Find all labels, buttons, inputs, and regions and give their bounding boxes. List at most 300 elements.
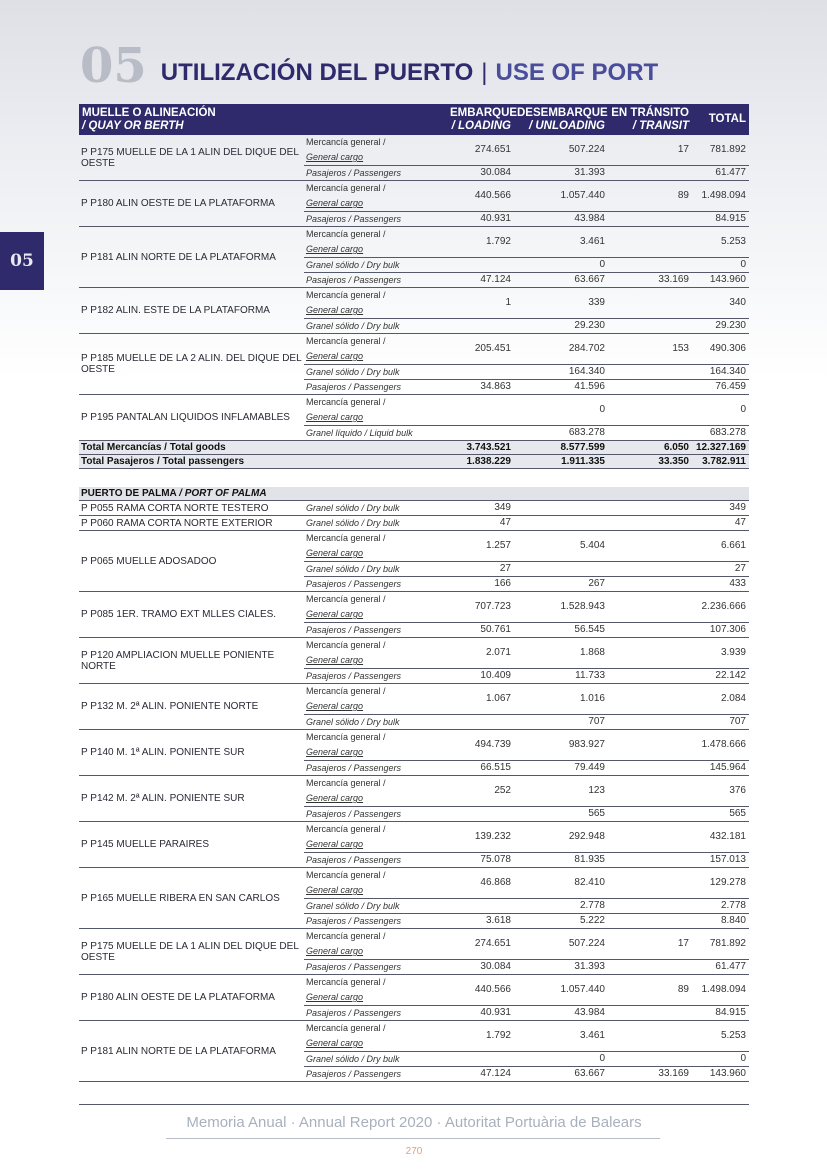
totals-unloading: 1.911.335 <box>514 455 608 469</box>
row-category <box>304 577 447 592</box>
loading-value <box>447 365 514 380</box>
table-row <box>79 730 749 761</box>
transit-value <box>608 501 692 516</box>
berth-name: P P142 M. 2ª ALIN. PONIENTE SUR <box>79 776 304 822</box>
transit-value <box>608 258 692 273</box>
category-label: Pasajeros / Passengers <box>306 962 402 972</box>
total-value: 3.939 <box>692 638 749 669</box>
row-category <box>304 960 447 975</box>
total-value: 157.013 <box>692 853 749 868</box>
row-category <box>304 822 447 853</box>
row-category <box>304 1021 447 1052</box>
total-value: 84.915 <box>692 1006 749 1021</box>
row-category <box>304 868 447 899</box>
loading-value: 47 <box>447 516 514 531</box>
unloading-value: 43.984 <box>514 212 608 227</box>
page-title-es: UTILIZACIÓN DEL PUERTO <box>160 59 474 86</box>
loading-value: 494.739 <box>447 730 514 761</box>
unloading-value: 565 <box>514 807 608 822</box>
total-value: 5.253 <box>692 227 749 258</box>
table-row <box>79 135 749 166</box>
transit-value <box>608 730 692 761</box>
loading-value: 3.618 <box>447 914 514 929</box>
row-category <box>304 319 447 334</box>
unloading-value: 5.222 <box>514 914 608 929</box>
berth-name: P P060 RAMA CORTA NORTE EXTERIOR <box>79 516 304 531</box>
category-label: Pasajeros / Passengers <box>306 275 402 285</box>
unloading-value: 507.224 <box>514 135 608 166</box>
unloading-value: 707 <box>514 715 608 730</box>
total-value: 781.892 <box>692 929 749 960</box>
header-unloading <box>514 104 608 135</box>
transit-value: 17 <box>608 135 692 166</box>
footer-rule <box>166 1138 660 1139</box>
chapter-number: 05 <box>80 38 147 94</box>
total-value: 1.498.094 <box>692 181 749 212</box>
total-value: 143.960 <box>692 273 749 288</box>
row-category <box>304 258 447 273</box>
table-row <box>79 1021 749 1052</box>
berth-name: P P065 MUELLE ADOSADOO <box>79 531 304 592</box>
total-value: 0 <box>692 1052 749 1067</box>
row-category <box>304 516 447 531</box>
category-line-2: General cargo <box>306 885 364 895</box>
row-category <box>304 853 447 868</box>
total-value: 781.892 <box>692 135 749 166</box>
loading-value: 707.723 <box>447 592 514 623</box>
loading-value <box>447 426 514 441</box>
header-berth-es: MUELLE O ALINEACIÓN <box>82 106 216 119</box>
category-line-1: Mercancía general / <box>306 336 386 346</box>
transit-value <box>608 426 692 441</box>
loading-value: 1.792 <box>447 1021 514 1052</box>
category-line-2: General cargo <box>306 609 364 619</box>
transit-value <box>608 227 692 258</box>
transit-value <box>608 853 692 868</box>
category-line-2: General cargo <box>306 412 364 422</box>
table-row <box>79 395 749 426</box>
total-value: 6.661 <box>692 531 749 562</box>
category-label: Granel líquido / Liquid bulk <box>306 428 413 438</box>
transit-value <box>608 166 692 181</box>
row-category <box>304 638 447 669</box>
header-transit <box>608 104 692 135</box>
category-label: Granel sólido / Dry bulk <box>306 321 400 331</box>
unloading-value: 284.702 <box>514 334 608 365</box>
unloading-value: 43.984 <box>514 1006 608 1021</box>
unloading-value: 1.016 <box>514 684 608 715</box>
total-value: 47 <box>692 516 749 531</box>
row-category <box>304 365 447 380</box>
category-line-1: Mercancía general / <box>306 931 386 941</box>
berth-name: P P180 ALIN OESTE DE LA PLATAFORMA <box>79 181 304 227</box>
page-number: 270 <box>405 1146 423 1157</box>
unloading-value: 507.224 <box>514 929 608 960</box>
total-value: 1.478.666 <box>692 730 749 761</box>
row-category <box>304 1067 447 1082</box>
berth-name: P P145 MUELLE PARAIRES <box>79 822 304 868</box>
section-title-en: / PORT OF PALMA <box>179 487 267 499</box>
total-value: 164.340 <box>692 365 749 380</box>
transit-value <box>608 577 692 592</box>
loading-value: 274.651 <box>447 135 514 166</box>
total-value: 2.084 <box>692 684 749 715</box>
totals-transit: 6.050 <box>608 441 692 455</box>
transit-value <box>608 1006 692 1021</box>
category-line-2: General cargo <box>306 305 364 315</box>
transit-value <box>608 1052 692 1067</box>
berth-name: P P195 PANTALAN LIQUIDOS INFLAMABLES <box>79 395 304 441</box>
table-row <box>79 684 749 715</box>
transit-value <box>608 212 692 227</box>
table-row <box>79 516 749 531</box>
berth-name: P P181 ALIN NORTE DE LA PLATAFORMA <box>79 227 304 288</box>
loading-value: 27 <box>447 562 514 577</box>
row-category <box>304 761 447 776</box>
category-line-2: General cargo <box>306 747 364 757</box>
totals-loading: 3.743.521 <box>447 441 514 455</box>
unloading-value: 0 <box>514 258 608 273</box>
category-label: Granel sólido / Dry bulk <box>306 503 400 513</box>
row-category <box>304 929 447 960</box>
category-line-2: General cargo <box>306 992 364 1002</box>
unloading-value: 1.057.440 <box>514 975 608 1006</box>
totals-label: Total Mercancías / Total goods <box>79 441 447 455</box>
unloading-value: 164.340 <box>514 365 608 380</box>
loading-value: 75.078 <box>447 853 514 868</box>
chapter-side-tab: 05 <box>0 232 44 290</box>
row-category <box>304 562 447 577</box>
loading-value: 1 <box>447 288 514 319</box>
loading-value: 252 <box>447 776 514 807</box>
header-transit-en: / TRANSIT <box>632 119 689 132</box>
berth-name: P P180 ALIN OESTE DE LA PLATAFORMA <box>79 975 304 1021</box>
totals-row <box>79 455 749 469</box>
header-unloading-es: DESEMBARQUE <box>517 106 608 119</box>
section-title <box>79 487 749 501</box>
header-unloading-en: / UNLOADING <box>528 119 605 132</box>
section-row <box>79 487 749 501</box>
loading-value <box>447 899 514 914</box>
total-value: 107.306 <box>692 623 749 638</box>
table-row <box>79 776 749 807</box>
header-transit-es: EN TRÁNSITO <box>611 106 689 119</box>
category-label: Pasajeros / Passengers <box>306 579 402 589</box>
unloading-value: 11.733 <box>514 669 608 684</box>
row-category <box>304 730 447 761</box>
loading-value: 10.409 <box>447 669 514 684</box>
unloading-value: 3.461 <box>514 1021 608 1052</box>
row-category <box>304 288 447 319</box>
category-line-1: Mercancía general / <box>306 397 386 407</box>
row-category <box>304 135 447 166</box>
category-line-2: General cargo <box>306 655 364 665</box>
loading-value: 40.931 <box>447 212 514 227</box>
transit-value <box>608 807 692 822</box>
unloading-value: 81.935 <box>514 853 608 868</box>
transit-value <box>608 715 692 730</box>
loading-value: 1.067 <box>447 684 514 715</box>
total-value: 61.477 <box>692 960 749 975</box>
category-line-2: General cargo <box>306 244 364 254</box>
unloading-value: 2.778 <box>514 899 608 914</box>
totals-row <box>79 441 749 455</box>
category-line-1: Mercancía general / <box>306 290 386 300</box>
table-row <box>79 227 749 258</box>
total-value: 29.230 <box>692 319 749 334</box>
category-line-1: Mercancía general / <box>306 229 386 239</box>
total-value: 2.236.666 <box>692 592 749 623</box>
transit-value <box>608 623 692 638</box>
category-label: Granel sólido / Dry bulk <box>306 260 400 270</box>
total-value: 2.778 <box>692 899 749 914</box>
total-value: 340 <box>692 288 749 319</box>
transit-value <box>608 562 692 577</box>
row-category <box>304 592 447 623</box>
totals-total: 3.782.911 <box>692 455 749 469</box>
category-label: Granel sólido / Dry bulk <box>306 518 400 528</box>
row-category <box>304 975 447 1006</box>
category-line-1: Mercancía general / <box>306 732 386 742</box>
category-label: Pasajeros / Passengers <box>306 1008 402 1018</box>
loading-value: 47.124 <box>447 273 514 288</box>
unloading-value <box>514 516 608 531</box>
unloading-value <box>514 501 608 516</box>
unloading-value: 5.404 <box>514 531 608 562</box>
table-row <box>79 501 749 516</box>
total-value: 76.459 <box>692 380 749 395</box>
transit-value <box>608 776 692 807</box>
category-line-2: General cargo <box>306 793 364 803</box>
header-loading <box>447 104 518 135</box>
totals-loading: 1.838.229 <box>447 455 514 469</box>
total-value: 8.840 <box>692 914 749 929</box>
transit-value <box>608 899 692 914</box>
totals-unloading: 8.577.599 <box>514 441 608 455</box>
loading-value: 30.084 <box>447 960 514 975</box>
table-row <box>79 822 749 853</box>
loading-value: 205.451 <box>447 334 514 365</box>
title-separator: | <box>481 59 488 86</box>
unloading-value: 82.410 <box>514 868 608 899</box>
loading-value <box>447 715 514 730</box>
header-berth <box>79 104 447 135</box>
transit-value: 33.169 <box>608 273 692 288</box>
unloading-value: 1.528.943 <box>514 592 608 623</box>
transit-value <box>608 380 692 395</box>
total-value: 5.253 <box>692 1021 749 1052</box>
category-label: Granel sólido / Dry bulk <box>306 564 400 574</box>
total-value: 1.498.094 <box>692 975 749 1006</box>
category-line-2: General cargo <box>306 152 364 162</box>
total-value: 0 <box>692 258 749 273</box>
loading-value: 1.792 <box>447 227 514 258</box>
totals-total: 12.327.169 <box>692 441 749 455</box>
page-header <box>80 34 659 94</box>
category-label: Pasajeros / Passengers <box>306 671 402 681</box>
total-value: 683.278 <box>692 426 749 441</box>
loading-value: 139.232 <box>447 822 514 853</box>
berth-name: P P181 ALIN NORTE DE LA PLATAFORMA <box>79 1021 304 1082</box>
transit-value <box>608 761 692 776</box>
total-value: 145.964 <box>692 761 749 776</box>
loading-value <box>447 1052 514 1067</box>
category-label: Granel sólido / Dry bulk <box>306 367 400 377</box>
category-label: Pasajeros / Passengers <box>306 625 402 635</box>
transit-value <box>608 395 692 426</box>
loading-value: 274.651 <box>447 929 514 960</box>
row-category <box>304 531 447 562</box>
total-value: 376 <box>692 776 749 807</box>
berth-name: P P055 RAMA CORTA NORTE TESTERO <box>79 501 304 516</box>
category-line-1: Mercancía general / <box>306 137 386 147</box>
loading-value <box>447 258 514 273</box>
category-line-2: General cargo <box>306 548 364 558</box>
loading-value: 166 <box>447 577 514 592</box>
unloading-value: 1.868 <box>514 638 608 669</box>
category-line-2: General cargo <box>306 839 364 849</box>
category-label: Granel sólido / Dry bulk <box>306 1054 400 1064</box>
total-value: 432.181 <box>692 822 749 853</box>
transit-value <box>608 960 692 975</box>
table-body <box>79 135 749 1082</box>
berth-name: P P165 MUELLE RIBERA EN SAN CARLOS <box>79 868 304 929</box>
totals-transit: 33.350 <box>608 455 692 469</box>
category-line-1: Mercancía general / <box>306 1023 386 1033</box>
total-value: 349 <box>692 501 749 516</box>
spacer-cell <box>79 469 749 487</box>
total-value: 143.960 <box>692 1067 749 1082</box>
transit-value <box>608 592 692 623</box>
header-total: TOTAL <box>692 104 749 135</box>
unloading-value: 1.057.440 <box>514 181 608 212</box>
unloading-value: 56.545 <box>514 623 608 638</box>
loading-value <box>447 319 514 334</box>
total-value: 84.915 <box>692 212 749 227</box>
row-category <box>304 395 447 426</box>
spacer-row <box>79 469 749 487</box>
table-row <box>79 868 749 899</box>
category-line-2: General cargo <box>306 701 364 711</box>
row-category <box>304 273 447 288</box>
table-row <box>79 288 749 319</box>
category-label: Pasajeros / Passengers <box>306 214 402 224</box>
transit-value <box>608 669 692 684</box>
loading-value: 40.931 <box>447 1006 514 1021</box>
table-row <box>79 334 749 365</box>
row-category <box>304 501 447 516</box>
transit-value <box>608 914 692 929</box>
transit-value <box>608 684 692 715</box>
category-line-1: Mercancía general / <box>306 183 386 193</box>
berth-name: P P120 AMPLIACION MUELLE PONIENTE NORTE <box>79 638 304 684</box>
category-label: Pasajeros / Passengers <box>306 809 402 819</box>
berth-name: P P175 MUELLE DE LA 1 ALIN DEL DIQUE DEL OESTE <box>79 135 304 181</box>
total-value: 433 <box>692 577 749 592</box>
row-category <box>304 1052 447 1067</box>
row-category <box>304 623 447 638</box>
table-row <box>79 592 749 623</box>
transit-value: 153 <box>608 334 692 365</box>
transit-value: 89 <box>608 181 692 212</box>
berth-name: P P140 M. 1ª ALIN. PONIENTE SUR <box>79 730 304 776</box>
unloading-value: 31.393 <box>514 166 608 181</box>
loading-value: 2.071 <box>447 638 514 669</box>
table-row <box>79 929 749 960</box>
category-label: Pasajeros / Passengers <box>306 382 402 392</box>
unloading-value: 0 <box>514 1052 608 1067</box>
table-row <box>79 638 749 669</box>
loading-value: 50.761 <box>447 623 514 638</box>
unloading-value: 63.667 <box>514 1067 608 1082</box>
unloading-value: 123 <box>514 776 608 807</box>
total-value: 707 <box>692 715 749 730</box>
transit-value <box>608 1021 692 1052</box>
row-category <box>304 181 447 212</box>
transit-value: 17 <box>608 929 692 960</box>
row-category <box>304 380 447 395</box>
page-title-en: USE OF PORT <box>495 59 659 86</box>
berth-name: P P175 MUELLE DE LA 1 ALIN DEL DIQUE DEL OESTE <box>79 929 304 975</box>
berth-name: P P085 1ER. TRAMO EXT MLLES CIALES. <box>79 592 304 638</box>
transit-value: 33.169 <box>608 1067 692 1082</box>
transit-value <box>608 288 692 319</box>
loading-value: 349 <box>447 501 514 516</box>
unloading-value: 292.948 <box>514 822 608 853</box>
loading-value <box>447 807 514 822</box>
category-label: Pasajeros / Passengers <box>306 168 402 178</box>
loading-value: 34.863 <box>447 380 514 395</box>
row-category <box>304 166 447 181</box>
unloading-value: 339 <box>514 288 608 319</box>
row-category <box>304 334 447 365</box>
port-use-table-container <box>79 104 749 1082</box>
category-label: Granel sólido / Dry bulk <box>306 717 400 727</box>
category-label: Pasajeros / Passengers <box>306 916 402 926</box>
category-line-1: Mercancía general / <box>306 640 386 650</box>
unloading-value: 0 <box>514 395 608 426</box>
loading-value <box>447 395 514 426</box>
unloading-value: 29.230 <box>514 319 608 334</box>
loading-value: 1.257 <box>447 531 514 562</box>
category-line-1: Mercancía general / <box>306 824 386 834</box>
category-label: Granel sólido / Dry bulk <box>306 901 400 911</box>
transit-value <box>608 319 692 334</box>
total-value: 129.278 <box>692 868 749 899</box>
totals-label: Total Pasajeros / Total passengers <box>79 455 447 469</box>
category-line-2: General cargo <box>306 351 364 361</box>
loading-value: 440.566 <box>447 975 514 1006</box>
category-line-1: Mercancía general / <box>306 686 386 696</box>
header-loading-es: EMBARQUE <box>450 106 518 119</box>
row-category <box>304 426 447 441</box>
total-value: 490.306 <box>692 334 749 365</box>
category-label: Pasajeros / Passengers <box>306 763 402 773</box>
loading-value: 46.868 <box>447 868 514 899</box>
loading-value: 30.084 <box>447 166 514 181</box>
row-category <box>304 1006 447 1021</box>
unloading-value: 63.667 <box>514 273 608 288</box>
category-line-2: General cargo <box>306 1038 364 1048</box>
unloading-value <box>514 562 608 577</box>
category-label: Pasajeros / Passengers <box>306 1069 402 1079</box>
category-line-1: Mercancía general / <box>306 977 386 987</box>
loading-value: 66.515 <box>447 761 514 776</box>
category-line-1: Mercancía general / <box>306 533 386 543</box>
transit-value: 89 <box>608 975 692 1006</box>
transit-value <box>608 365 692 380</box>
unloading-value: 3.461 <box>514 227 608 258</box>
